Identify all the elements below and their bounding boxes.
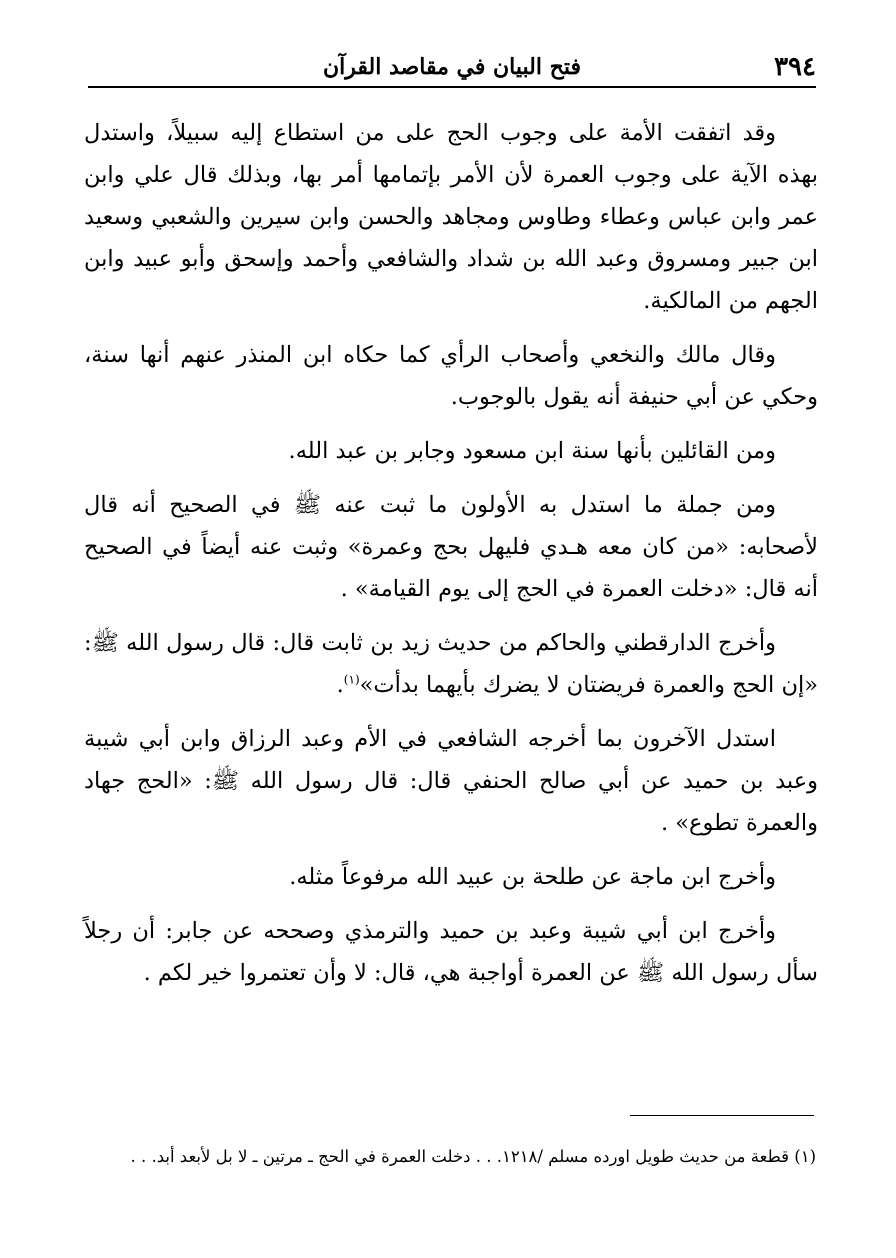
daraqutni-end: . <box>336 672 344 698</box>
paragraph-sunnah-holders: ومن القائلين بأنها سنة ابن مسعود وجابر بن عبد الله. <box>288 438 776 464</box>
main-text <box>84 112 818 1006</box>
paragraph-ibn-majah: وأخرج ابن ماجة عن طلحة بن عبيد الله مرفوعاً مثله. <box>289 864 776 890</box>
paragraph-jabir: وأخرج ابن أبي شيبة وعبد بن حميد والترمذي وصححه عن جابر: أن رجلاً سأل رسول الله ﷺ عن العمرة أواجبة هي، قال: لا وأن تعتمروا خير لكم . <box>84 918 818 986</box>
paragraph-first-evidence: ومن جملة ما استدل به الأولون ما ثبت عنه ﷺ في الصحيح أنه قال لأصحابه: «من كان معه هـدي فليهل بحج وعمرة» وثبت عنه أيضاً في الصحيح أنه قال: «دخلت العمرة في الحج إلى يوم القيامة» . <box>84 492 818 602</box>
running-title: فتح البيان في مقاصد القرآن <box>323 54 581 80</box>
daraqutni-text: وأخرج الدارقطني والحاكم من حديث زيد بن ثابت قال: قال رسول الله ﷺ: «إن الحج والعمرة فريضتان لا يضرك بأيهما بدأت» <box>84 630 818 698</box>
paragraph-others-evidence: استدل الآخرون بما أخرجه الشافعي في الأم وعبد الرزاق وابن أبي شيبة وعبد بن حميد عن أبي صالح الحنفي قال: قال رسول الله ﷺ: «الحج جهاد والعمرة تطوع» . <box>84 726 818 836</box>
page-number: ٣٩٤ <box>774 52 816 82</box>
paragraph-malik-view: وقال مالك والنخعي وأصحاب الرأي كما حكاه ابن المنذر عنهم أنها سنة، وحكي عن أبي حنيفة أنه يقول بالوجوب. <box>84 342 818 410</box>
footnote-separator <box>630 1115 814 1116</box>
paragraph-obligation-consensus: وقد اتفقت الأمة على وجوب الحج على من استطاع إليه سبيلاً، واستدل بهذه الآية على وجوب العمرة لأن الأمر بإتمامها أمر بها، وبذلك قال علي وابن عمر وابن عباس وعطاء وطاوس ومجاهد والحسن وابن سيرين والشعبي وسعيد ابن جبير ومسروق وعبد الله بن شداد والشافعي وأحمد وإسحق وأبو عبيد وابن الجهم من المالكية. <box>84 120 818 314</box>
paragraph-daraqutni <box>84 622 818 706</box>
page-header <box>88 46 816 88</box>
footnote-reference[interactable]: (١) <box>343 672 360 687</box>
footnote: (١) قطعة من حديث طويل اورده مسلم /١٢١٨. . . دخلت العمرة في الحج ـ مرتين ـ لا بل لأبعد أبد. . . <box>130 1147 816 1166</box>
